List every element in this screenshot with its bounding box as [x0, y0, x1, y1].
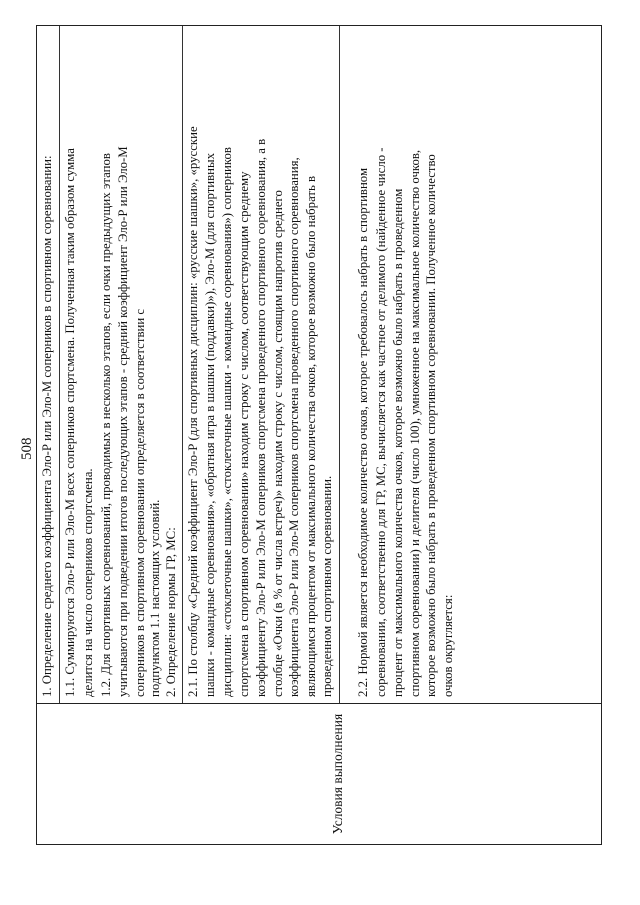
row-divider: [59, 26, 60, 703]
text-line: учитываются при подведении итогов последующих этапов - средний коэффициент Эло-Р или Эло-М: [116, 146, 130, 697]
table-content-cell: [37, 26, 601, 703]
conditions-table: [36, 25, 602, 845]
text-line: спортивном соревновании) и делителя (число 100), умноженное на максимальное количество очков,: [408, 149, 422, 697]
text-line: проведенном спортивном соревновании.: [320, 475, 334, 697]
text-line: которое возможно было набрать в проведенном спортивном соревновании. Полученное количество: [424, 154, 438, 697]
text-line: 1.2. Для спортивных соревнований, проводимых в несколько этапов, если очки предыдущих этапов: [99, 153, 113, 697]
text-line: являющимся процентом от максимального количества очков, которое возможно было набрать в: [304, 175, 318, 697]
text-line: процент от максимального количества очков, которое возможно было набрать в проведенном: [391, 188, 405, 697]
text-line: 2. Определение нормы ГР, МС:: [164, 527, 178, 697]
row-divider: [339, 26, 340, 703]
text-line: коэффициента Эло-Р или Эло-М соперников спортсмена проведенного спортивного соревнования,: [287, 157, 301, 697]
text-line: соперников в спортивном соревновании определяется в соответствии с: [133, 308, 147, 697]
conditions-label: Условия выполнения: [330, 713, 345, 835]
row-divider: [182, 26, 183, 703]
text-line: 2.1. По столбцу «Средний коэффициент Эло-Р (для спортивных дисциплин: «русские шашки», «русские: [186, 126, 200, 697]
text-line: подпунктом 1.1 настоящих условий.: [148, 499, 162, 697]
text-line: очков округляется:: [441, 594, 455, 697]
text-line: 1. Определение среднего коэффициента Эло-Р или Эло-М соперников в спортивном соревновании:: [40, 155, 54, 697]
text-line: 2.2. Нормой является необходимое количество очков, которое требовалось набрать в спортивном: [356, 167, 370, 697]
text-line: шашки - командные соревнования», «обратная игра в шашки (поддавки)»), Эло-М (для спортивных: [203, 152, 217, 697]
text-line: спортсмена в спортивном соревновании» находим строку с числом, соответствующим среднему: [237, 171, 251, 697]
page-number: 508: [19, 437, 35, 460]
text-line: делится на число соперников спортсмена.: [81, 468, 95, 697]
text-line: столбце «Очки (в % от числа встреч)» находим строку с числом, стоящим напротив среднего: [271, 190, 285, 697]
text-line: 1.1. Суммируются Эло-Р или Эло-М всех соперников спортсмена. Полученная таким образом сумма: [63, 148, 77, 697]
text-line: соревновании, соответственно для ГР, МС, вычисляется как частное от делимого (найденное число -: [374, 147, 388, 697]
text-line: дисциплин: «стоклеточные шашки», «стоклеточные шашки - командные соревнования») соперников: [220, 147, 234, 697]
text-line: коэффициенту Эло-Р или Эло-М соперников спортсмена проведенного спортивного соревнования, а в: [254, 138, 268, 697]
table-label-cell: [37, 703, 601, 844]
